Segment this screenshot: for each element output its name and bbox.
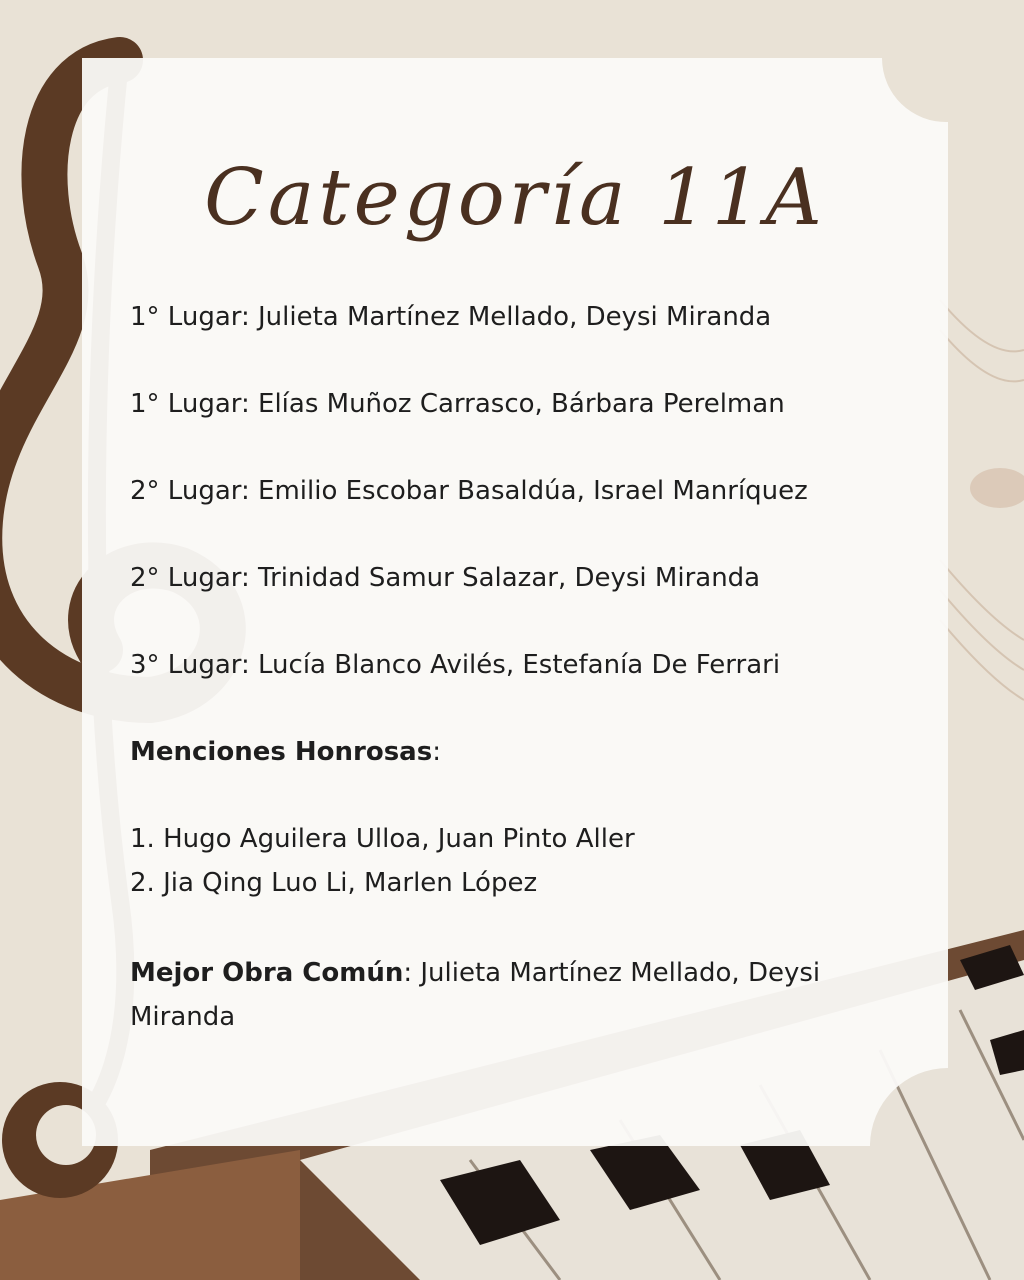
honorable-mention-item: 2. Jia Qing Luo Li, Marlen López: [130, 868, 538, 898]
placement-names: Lucía Blanco Avilés, Estefanía De Ferrari: [258, 650, 781, 680]
honorable-mentions-heading: Menciones Honrosas:: [130, 737, 441, 767]
best-work-label: Mejor Obra Común: [130, 958, 404, 988]
placement-2: [130, 382, 870, 426]
best-work: Mejor Obra Común: Julieta Martínez Mellado, Deysi Miranda: [130, 958, 821, 1032]
results-list: [130, 295, 870, 1039]
placement-label: 1° Lugar:: [130, 389, 250, 419]
placement-label: 2° Lugar:: [130, 563, 250, 593]
placement-names: Trinidad Samur Salazar, Deysi Miranda: [258, 563, 761, 593]
page-title: Categoría 11A: [204, 153, 826, 243]
placement-4: [130, 556, 870, 600]
placement-3: [130, 469, 870, 513]
placement-label: 2° Lugar:: [130, 476, 250, 506]
best-work-names: Julieta Martínez Mellado, Deysi Miranda: [130, 958, 821, 1032]
placement-names: Emilio Escobar Basaldúa, Israel Manríquez: [258, 476, 808, 506]
content-card: [82, 58, 948, 1146]
placement-1: [130, 295, 870, 339]
honorable-mention-item: 1. Hugo Aguilera Ulloa, Juan Pinto Aller: [130, 824, 635, 854]
placement-label: 1° Lugar:: [130, 302, 250, 332]
placement-names: Julieta Martínez Mellado, Deysi Miranda: [258, 302, 772, 332]
placement-names: Elías Muñoz Carrasco, Bárbara Perelman: [258, 389, 785, 419]
placement-5: [130, 643, 870, 687]
placement-label: 3° Lugar:: [130, 650, 250, 680]
